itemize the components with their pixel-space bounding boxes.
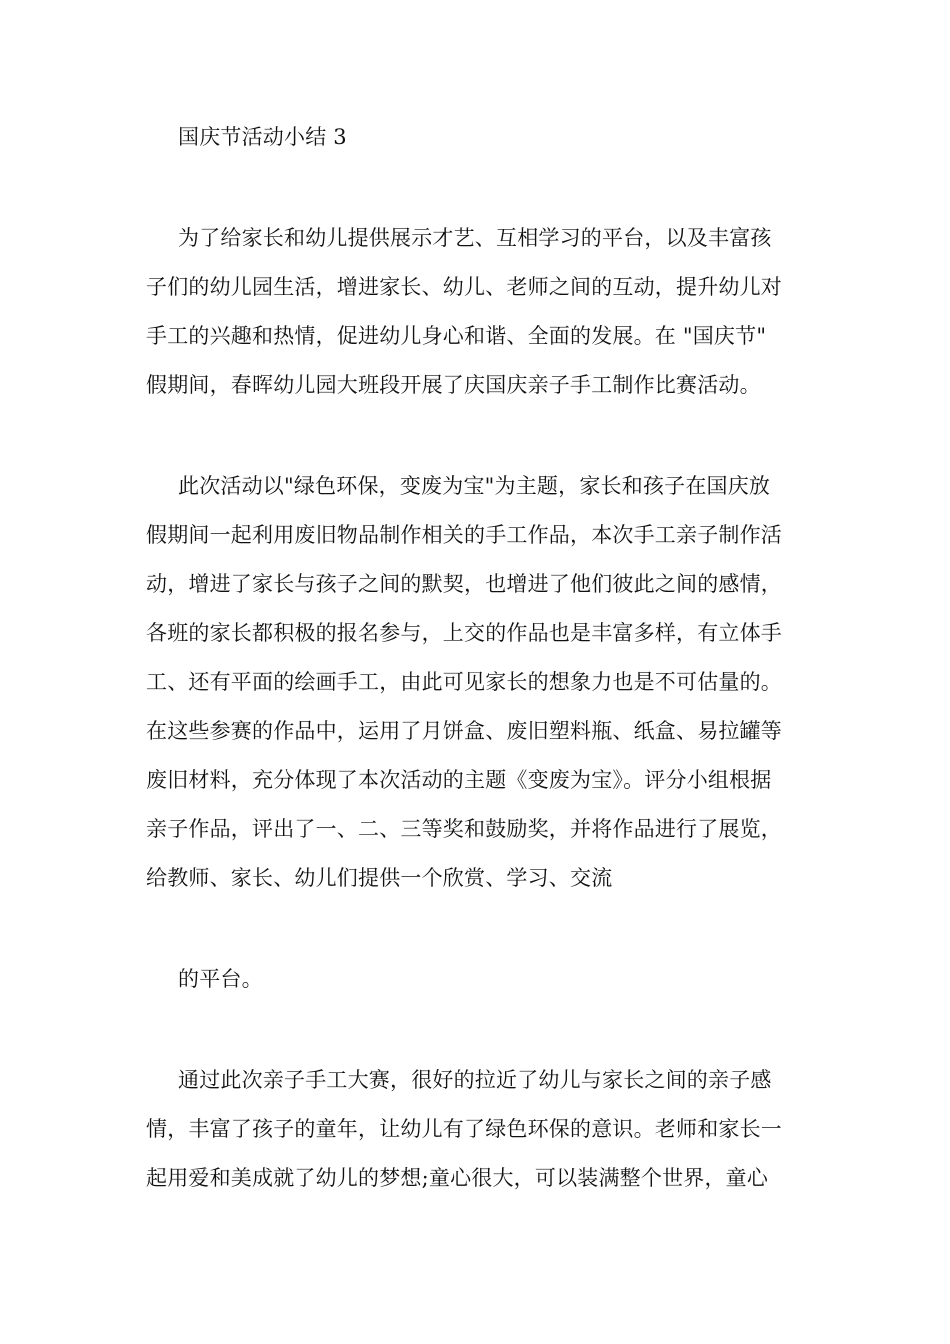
paragraph-2-line-9: 给教师、家长、幼儿们提供一个欣赏、学习、交流: [146, 866, 613, 890]
paragraph-2-line-3: 动，增进了家长与孩子之间的默契，也增进了他们彼此之间的感情，: [146, 572, 782, 596]
paragraph-2-line-6: 在这些参赛的作品中，运用了月饼盒、废旧塑料瓶、纸盒、易拉罐等: [146, 719, 782, 743]
paragraph-1-line-1: 为了给家长和幼儿提供展示才艺、互相学习的平台，以及丰富孩: [178, 226, 772, 250]
paragraph-4-line-3: 起用爱和美成就了幼儿的梦想;童心很大，可以装满整个世界，童心: [146, 1166, 769, 1190]
paragraph-2-line-1: 此次活动以"绿色环保，变废为宝"为主题，家长和孩子在国庆放: [178, 474, 771, 498]
paragraph-2-line-4: 各班的家长都积极的报名参与，上交的作品也是丰富多样，有立体手: [146, 621, 782, 645]
paragraph-2-line-2: 假期间一起利用废旧物品制作相关的手工作品，本次手工亲子制作活: [146, 523, 782, 547]
paragraph-4-line-2: 情，丰富了孩子的童年，让幼儿有了绿色环保的意识。老师和家长一: [146, 1117, 782, 1141]
document-title: 国庆节活动小结 3: [178, 125, 347, 149]
paragraph-2-line-7: 废旧材料，充分体现了本次活动的主题《变废为宝》。评分小组根据: [146, 768, 772, 792]
paragraph-2-line-8: 亲子作品，评出了一、二、三等奖和鼓励奖，并将作品进行了展览，: [146, 817, 782, 841]
paragraph-2-line-5: 工、还有平面的绘画手工，由此可见家长的想象力也是不可估量的。: [146, 670, 782, 694]
paragraph-1-line-4: 假期间，春晖幼儿园大班段开展了庆国庆亲子手工制作比赛活动。: [146, 373, 761, 397]
paragraph-1-line-3: 手工的兴趣和热情，促进幼儿身心和谐、全面的发展。在 "国庆节": [146, 324, 767, 348]
paragraph-4-line-1: 通过此次亲子手工大赛，很好的拉近了幼儿与家长之间的亲子感: [178, 1068, 772, 1092]
paragraph-1-line-2: 子们的幼儿园生活，增进家长、幼儿、老师之间的互动，提升幼儿对: [146, 275, 782, 299]
paragraph-3-line-1: 的平台。: [178, 967, 263, 991]
